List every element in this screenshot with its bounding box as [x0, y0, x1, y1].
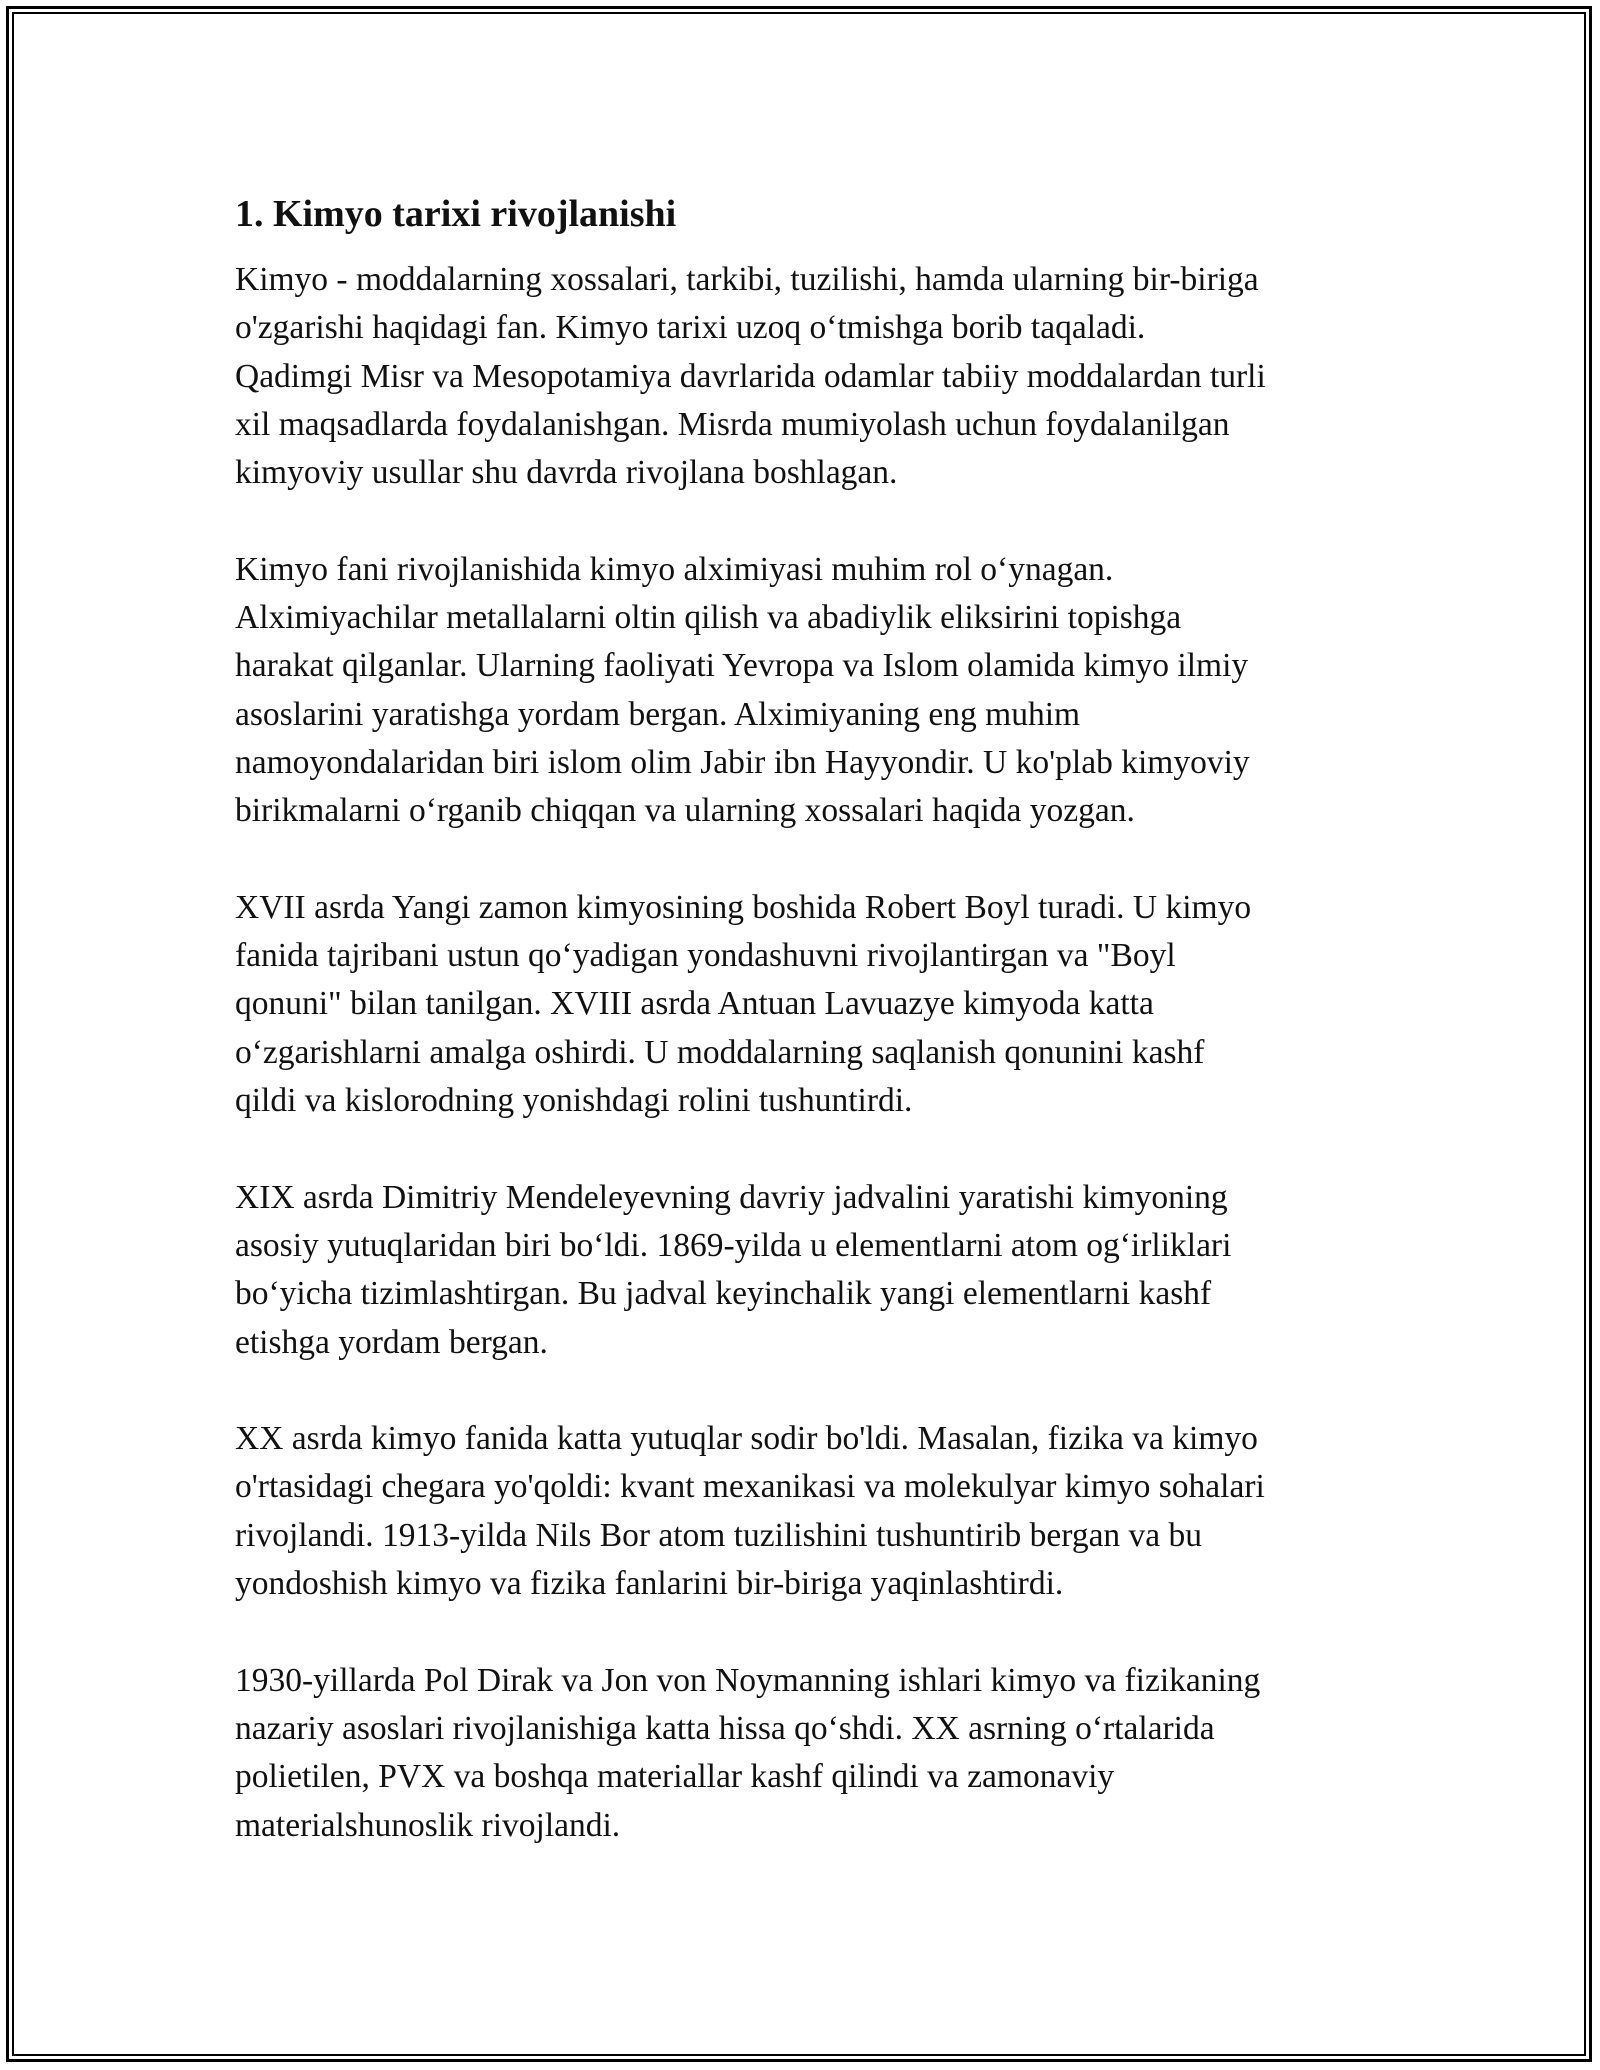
text-line: o'zgarishi haqidagi fan. Kimyo tarixi uzoq o‘tmishga borib taqaladi.: [235, 309, 1146, 347]
text-line: namoyondalaridan biri islom olim Jabir ibn Hayyondir. U ko'plab kimyoviy: [235, 743, 1250, 781]
text-line: XIX asrda Dimitriy Mendeleyevning davriy jadvalini yaratishi kimyoning: [235, 1178, 1228, 1216]
text-line: harakat qilganlar. Ularning faoliyati Yevropa va Islom olamida kimyo ilmiy: [235, 647, 1249, 685]
text-line: qonuni" bilan tanilgan. XVIII asrda Antuan Lavuazye kimyoda katta: [235, 985, 1154, 1023]
text-line: o'rtasidagi chegara yo'qoldi: kvant mexanikasi va molekulyar kimyo sohalari: [235, 1468, 1265, 1506]
text-line: XVII asrda Yangi zamon kimyosining boshida Robert Boyl turadi. U kimyo: [235, 888, 1252, 926]
text-line: o‘zgarishlarni amalga oshirdi. U moddalarning saqlanish qonunini kashf: [235, 1033, 1205, 1071]
text-line: asoslarini yaratishga yordam bergan. Alximiyaning eng muhim: [235, 695, 1081, 733]
text-line: 1930-yillarda Pol Dirak va Jon von Noymanning ishlari kimyo va fizikaning: [235, 1661, 1261, 1699]
text-line: fanida tajribani ustun qo‘yadigan yondashuvni rivojlantirgan va "Boyl: [235, 937, 1176, 975]
text-line: Kimyo fani rivojlanishida kimyo alximiyasi muhim rol o‘ynagan.: [235, 550, 1114, 588]
text-line: bo‘yicha tizimlashtirgan. Bu jadval keyinchalik yangi elementlarni kashf: [235, 1275, 1212, 1313]
text-line: etishga yordam bergan.: [235, 1323, 548, 1361]
text-line: birikmalarni o‘rganib chiqqan va ularning xossalari haqida yozgan.: [235, 792, 1135, 830]
text-line: yondoshish kimyo va fizika fanlarini bir-biriga yaqinlashtirdi.: [235, 1565, 1064, 1603]
text-line: XX asrda kimyo fanida katta yutuqlar sodir bo'ldi. Masalan, fizika va kimyo: [235, 1420, 1258, 1458]
paragraph-4: [235, 1174, 1375, 1367]
text-line: nazariy asoslari rivojlanishiga katta hissa qo‘shdi. XX asrning o‘rtalarida: [235, 1709, 1215, 1747]
paragraph-6: [235, 1657, 1375, 1850]
paragraph-3: [235, 884, 1375, 1125]
section-title: 1. Kimyo tarixi rivojlanishi: [235, 193, 677, 235]
paragraph-1: [235, 256, 1375, 497]
paragraph-2: [235, 546, 1375, 836]
text-line: polietilen, PVX va boshqa materiallar kashf qilindi va zamonaviy: [235, 1758, 1115, 1796]
document-body: [235, 186, 1375, 1898]
paragraph-5: [235, 1415, 1375, 1608]
text-line: rivojlandi. 1913-yilda Nils Bor atom tuzilishini tushuntirib bergan va bu: [235, 1516, 1203, 1554]
text-line: Kimyo - moddalarning xossalari, tarkibi, tuzilishi, hamda ularning bir-biriga: [235, 261, 1259, 298]
text-line: qildi va kislorodning yonishdagi rolini tushuntirdi.: [235, 1082, 913, 1120]
text-line: Qadimgi Misr va Mesopotamiya davrlarida odamlar tabiiy moddalardan turli: [235, 357, 1266, 395]
text-line: kimyoviy usullar shu davrda rivojlana boshlagan.: [235, 454, 898, 492]
text-line: Alximiyachilar metallalarni oltin qilish va abadiylik eliksirini topishga: [235, 599, 1182, 637]
text-line: materialshunoslik rivojlandi.: [235, 1806, 621, 1844]
text-line: asosiy yutuqlaridan biri bo‘ldi. 1869-yilda u elementlarni atom og‘irliklari: [235, 1226, 1232, 1264]
text-line: xil maqsadlarda foydalanishgan. Misrda mumiyolash uchun foydalanilgan: [235, 405, 1230, 443]
